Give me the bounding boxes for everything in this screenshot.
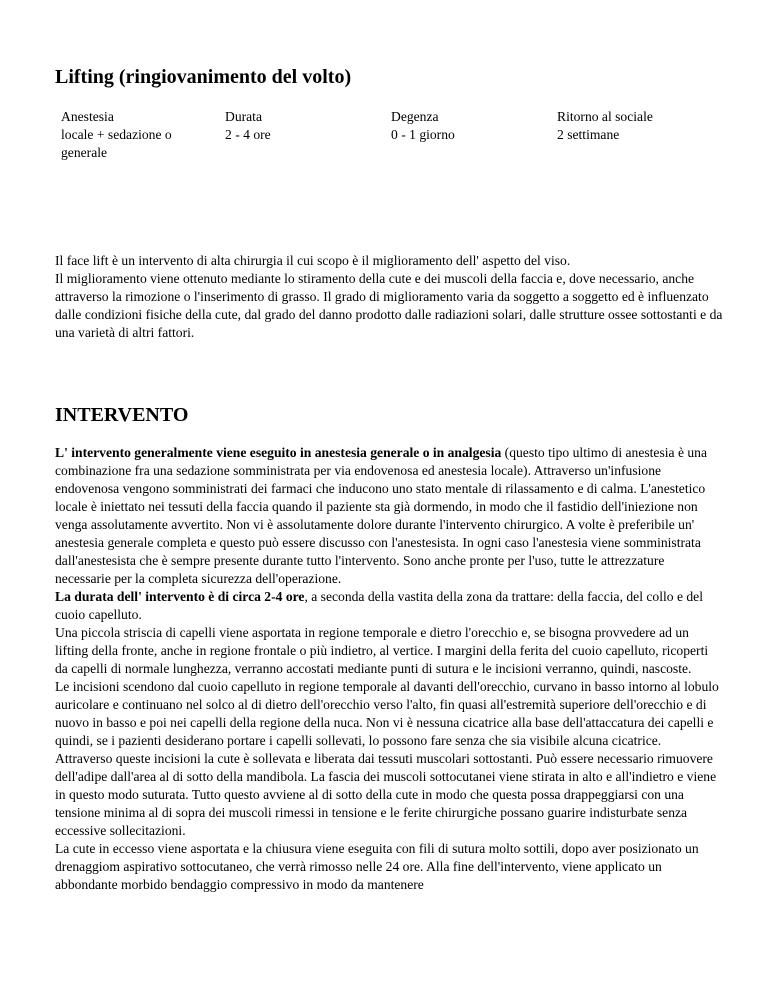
fact-value: locale + sedazione o generale bbox=[61, 127, 172, 160]
intro-paragraph: Il miglioramento viene ottenuto mediante lo stiramento della cute e dei muscoli della faccia e, dove necessario, anche attraverso la rimozione o l'inserimento di grasso. Il grado di miglioramento varia da soggetto a soggetto ed è influenzato dalle condizioni fisiche della cute, dal grado del danno prodotto dalle radiazioni solari, dalle strutture ossee sottostanti e da una varietà di altri fattori. bbox=[55, 271, 723, 340]
fact-durata bbox=[225, 108, 365, 144]
paragraph-text: , a seconda della vastita della zona da trattare: della faccia, del collo e del cuoio capelluto. bbox=[55, 589, 703, 622]
bold-lead: L' intervento generalmente viene eseguito in anestesia generale o in analgesia bbox=[55, 445, 502, 460]
body-paragraph: Attraverso queste incisioni la cute è sollevata e liberata dai tessuti muscolari sottostanti. Può essere necessario rimuovere dell'adipe dall'area al di sotto della mandibola. La fascia dei muscoli sottocutanei viene stirata in alto e all'indietro e viene in questo modo suturata. Tutto questo avviene al di sotto della cute in modo che questa possa drappeggiarsi con una tensione minima al di sopra dei muscoli rimessi in tensione e le ferite chirurgiche possano guarire indisturbate senza eccessive sollecitazioni. bbox=[55, 751, 717, 838]
fact-ritorno bbox=[557, 108, 727, 144]
fact-label: Degenza bbox=[391, 109, 439, 124]
fact-value: 2 settimane bbox=[557, 127, 620, 142]
body-paragraph: Una piccola striscia di capelli viene asportata in regione temporale e dietro l'orecchio e, se bisogna provvedere ad un lifting della fronte, anche in regione frontale o più indietro, al vertice. I margini della ferita del cuoio capelluto, ricoperti da capelli di normale lunghezza, verranno accostati mediante punti di sutura e le incisioni verranno, quindi, nascoste. bbox=[55, 625, 709, 676]
body-paragraph: La cute in eccesso viene asportata e la chiusura viene eseguita con fili di sutura molto sottili, dopo aver posizionato un drenaggiom aspirativo sottocutaneo, che verrà rimosso nelle 24 ore. Alla fine dell'intervento, viene applicato un abbondante morbido bendaggio compressivo in modo da mantenere bbox=[55, 841, 699, 892]
intervento-text bbox=[55, 444, 723, 894]
body-paragraph bbox=[55, 588, 723, 624]
page-title: Lifting (ringiovanimento del volto) bbox=[55, 66, 352, 88]
fact-label: Anestesia bbox=[61, 109, 114, 124]
fact-value: 2 - 4 ore bbox=[225, 127, 271, 142]
section-heading-intervento: INTERVENTO bbox=[55, 404, 189, 426]
fact-degenza bbox=[391, 108, 541, 144]
fact-label: Ritorno al sociale bbox=[557, 109, 653, 124]
bold-lead: La durata dell' intervento è di circa 2-4 ore bbox=[55, 589, 305, 604]
intro-paragraph: Il face lift è un intervento di alta chirurgia il cui scopo è il miglioramento dell' aspetto del viso. bbox=[55, 253, 571, 268]
fact-value: 0 - 1 giorno bbox=[391, 127, 455, 142]
intro-text bbox=[55, 252, 723, 342]
body-paragraph: Le incisioni scendono dal cuoio capelluto in regione temporale al davanti dell'orecchio, curvano in basso intorno al lobulo auricolare e continuano nel solco al di dietro dell'orecchio verso l'alto, fin quasi all'estremità superiore dell'orecchio e di nuovo in basso e poi nei capelli della regione della nuca. Non vi è nessuna cicatrice alla base dell'attaccatura dei capelli e quindi, se i pazienti desiderano portare i capelli sollevati, lo possono fare senza che sia visibile alcuna cicatrice. bbox=[55, 679, 719, 748]
fact-anestesia bbox=[61, 108, 201, 162]
fact-label: Durata bbox=[225, 109, 262, 124]
body-paragraph bbox=[55, 444, 723, 588]
paragraph-text: (questo tipo ultimo di anestesia è una combinazione fra una sedazione somministrata per via endovenosa ed anestesia locale). Attraverso un'infusione endovenosa vengono somministrati dei farmaci che inducono uno stato mentale di rilassamento e di calma. L'anestetico locale è iniettato nei tessuti della faccia quando il paziente sta già dormendo, in modo che il fastidio dell'iniezione non venga assolutamente avvertito. Non vi è assolutamente dolore durante l'intervento chirurgico. A volte è preferibile un' anestesia generale completa e questo può essere discusso con l'anestesista. In ogni caso l'anestesia viene somministrata dall'anestesista che è sempre presente durante tutto l'intervento. Sono anche pronte per l'uso, tutte le attrezzature necessarie per la completa sicurezza dell'operazione. bbox=[55, 445, 708, 586]
